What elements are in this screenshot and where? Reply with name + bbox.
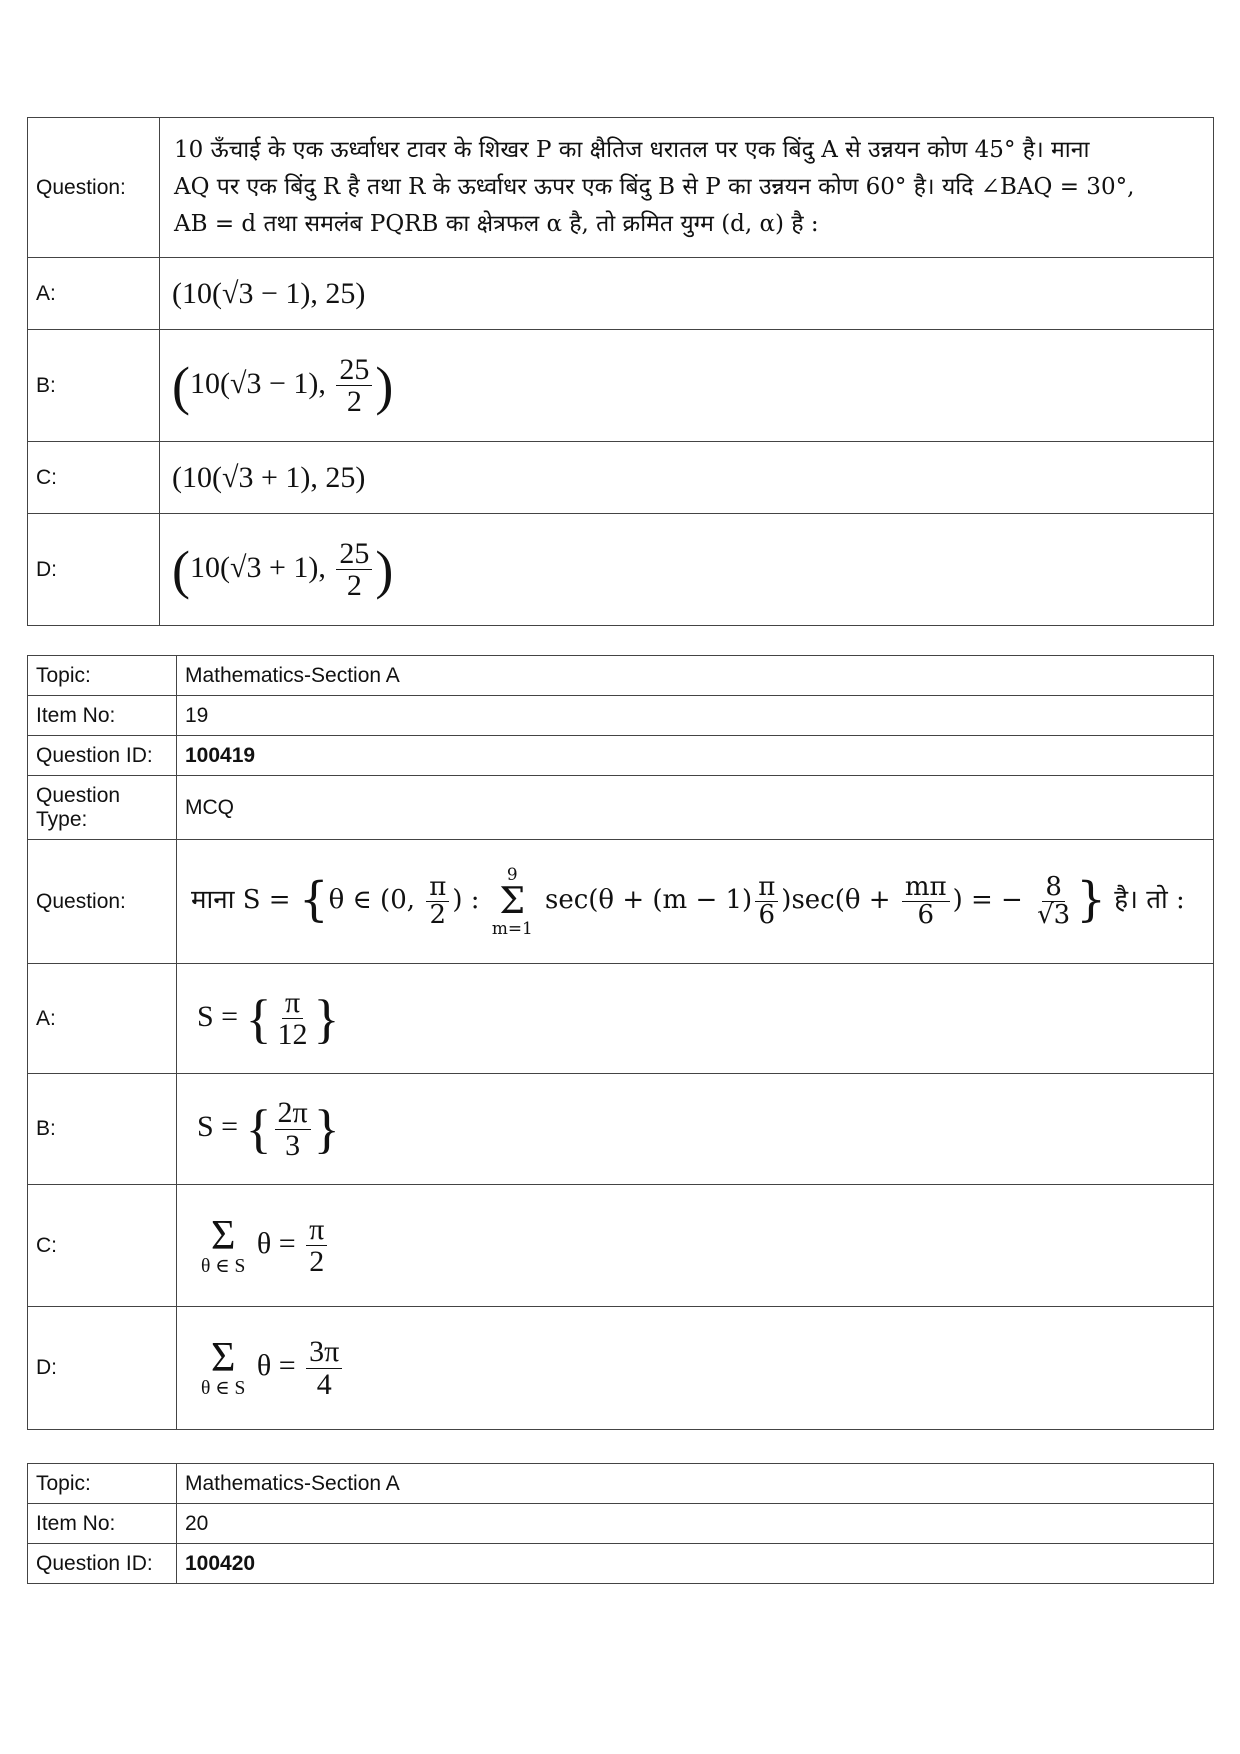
question-id-label: Question ID: [28, 736, 177, 776]
question-id-value: 100419 [177, 736, 1214, 776]
option-c-label: C: [28, 1185, 177, 1307]
option-b-label: B: [28, 1074, 177, 1185]
option-b: S = { $\frac{2\pi}{3}$ } [177, 1074, 1214, 1185]
option-d-pre: 10(√3 + 1), [189, 550, 326, 584]
option-d: Σ θ ∈ S θ = $\frac{3\pi}{4}$ [177, 1307, 1214, 1430]
question-label: Question: [28, 118, 160, 258]
item-no-value: 19 [177, 696, 1214, 736]
question-text [160, 118, 1214, 258]
option-a: S = { $\frac{\pi}{12}$ } [177, 964, 1214, 1074]
summation: 9 Σ m=1 [491, 864, 533, 938]
option-d-label: D: [28, 1307, 177, 1430]
option-b-fraction: $\frac{25}{2}$ [336, 354, 372, 418]
question-label: Question: [28, 840, 177, 964]
question-line-1: 10 ऊँचाई के एक ऊर्ध्वाधर टावर के शिखर P का क्षैतिज धरातल पर एक बिंदु A से उन्नयन कोण 45° है। माना [174, 137, 1090, 163]
question-20-table [27, 1463, 1214, 1584]
option-d-label: D: [28, 514, 160, 626]
question-line-2: AQ पर एक बिंदु R है तथा R के ऊर्ध्वाधर ऊपर एक बिंदु B से P का उन्नयन कोण 60° है। यदि ∠BAQ = 30°, [174, 174, 1135, 200]
item-no-value: 20 [177, 1504, 1214, 1544]
question-18-table [27, 117, 1214, 626]
question-type-label: Question Type: [28, 776, 177, 840]
item-no-label: Item No: [28, 696, 177, 736]
topic-label: Topic: [28, 1464, 177, 1504]
question-type-value: MCQ [177, 776, 1214, 840]
option-b: (10(√3 − 1), $\frac{25}{2}$ ) [160, 330, 1214, 442]
option-c-label: C: [28, 442, 160, 514]
option-a-label: A: [28, 258, 160, 330]
option-b-pre: 10(√3 − 1), [189, 366, 326, 400]
option-a: (10(√3 − 1), 25) [160, 258, 1214, 330]
question-formula: माना S = {θ ∈ (0, $\frac{\pi}{2}$ ) : 9 Σ m=1 sec(θ + (m − 1) $\frac{\pi}{6}$ )sec(θ + $\frac{m\pi}{6}$ ) = − $\frac{8}{√3}$ } है। तो : [177, 840, 1214, 964]
option-a-label: A: [28, 964, 177, 1074]
topic-value: Mathematics-Section A [177, 1464, 1214, 1504]
option-c: Σ θ ∈ S θ = $\frac{\pi}{2}$ [177, 1185, 1214, 1307]
question-id-value: 100420 [177, 1544, 1214, 1584]
question-line-3: AB = d तथा समलंब PQRB का क्षेत्रफल α है, तो क्रमित युग्म (d, α) है : [174, 211, 819, 237]
item-no-label: Item No: [28, 1504, 177, 1544]
option-b-label: B: [28, 330, 160, 442]
question-id-label: Question ID: [28, 1544, 177, 1584]
topic-label: Topic: [28, 656, 177, 696]
question-19-table [27, 655, 1214, 1430]
option-d-fraction: $\frac{25}{2}$ [336, 538, 372, 602]
topic-value: Mathematics-Section A [177, 656, 1214, 696]
option-c: (10(√3 + 1), 25) [160, 442, 1214, 514]
option-d: (10(√3 + 1), $\frac{25}{2}$ ) [160, 514, 1214, 626]
